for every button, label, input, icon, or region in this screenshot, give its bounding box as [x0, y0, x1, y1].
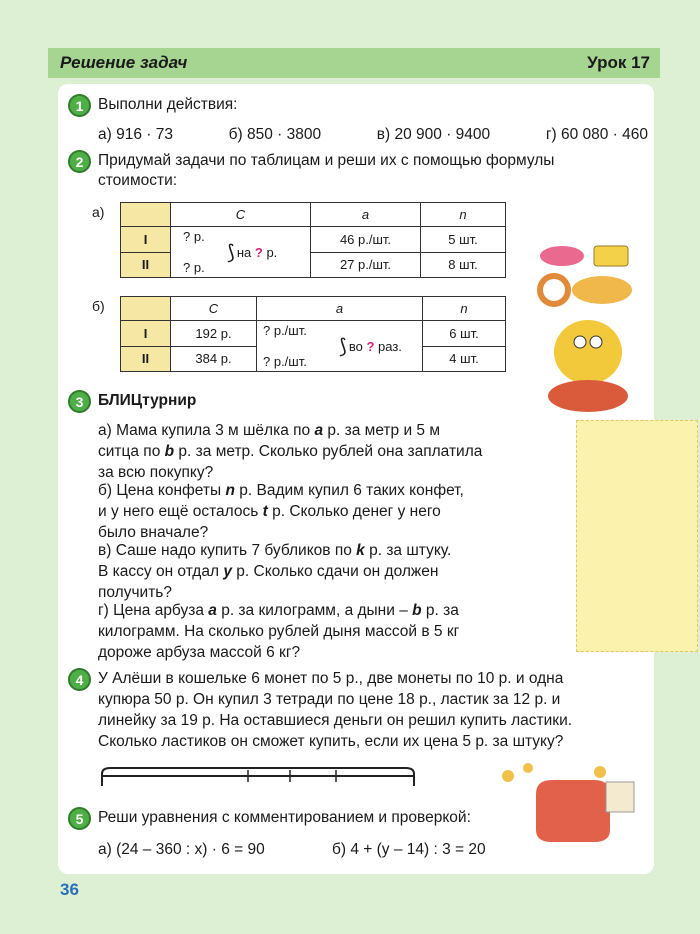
food-and-bird-illustration	[532, 234, 644, 414]
cost-value: ? р.	[183, 229, 205, 244]
task4-text: У Алёши в кошельке 6 монет по 5 р., две монеты по 10 р. и одна купюра 50 р. Он купил 3 тетради по цене 18 р., ластик за 12 р. и линейку за 19 р. На оставшиеся деньги он решил купить ластики. Сколько ластиков он сможет купить, если их цена 5 р. за штуку?	[98, 670, 573, 750]
row-label: I	[121, 321, 171, 347]
equation-b: б) 4 + (y – 14) : 3 = 20	[332, 841, 486, 858]
box-icon	[594, 246, 628, 266]
cost-cell	[171, 227, 311, 278]
price-cell	[257, 321, 423, 372]
task1-item: б) 850 · 3800	[228, 126, 322, 143]
page-card	[58, 84, 654, 874]
quantity-value: 5 шт.	[421, 227, 506, 253]
lesson-header	[48, 48, 660, 78]
task3-item-a: а) Мама купила 3 м шёлка по a р. за метр и 5 м ситца по b р. за метр. Сколько рублей она заплатила за всю покупку?	[98, 422, 483, 481]
price-value: 27 р./шт.	[311, 252, 421, 278]
purse-illustration	[494, 760, 644, 846]
purse-icon	[536, 780, 610, 842]
task-number-1: 1	[68, 94, 91, 117]
candy-icon	[540, 246, 584, 266]
wallet-icon	[548, 380, 628, 412]
task2-prompt-line1: Придумай задачи по таблицам и реши их с помощью формулы	[98, 152, 555, 169]
compare-text: на ? р.	[236, 244, 278, 260]
equation-a: а) (24 – 360 : x) · 6 = 90	[98, 841, 265, 858]
task-number-4: 4	[68, 668, 91, 691]
answer-area	[576, 420, 698, 652]
quantity-value: 6 шт.	[423, 321, 506, 347]
price-value: ? р./шт.	[263, 354, 307, 369]
table-header-a: a	[257, 297, 423, 321]
price-value: 46 р./шт.	[311, 227, 421, 253]
table-header-n: n	[423, 297, 506, 321]
task2-prompt-line2: стоимости:	[98, 172, 178, 189]
table-header-corner	[121, 203, 171, 227]
table-header-c: C	[171, 203, 311, 227]
melon-icon	[572, 276, 632, 304]
task1-item: г) 60 080 · 460	[545, 126, 648, 143]
table-b	[120, 296, 506, 372]
table-header-c: C	[171, 297, 257, 321]
number-line-diagram	[98, 760, 418, 790]
table-a-label: а)	[92, 204, 105, 220]
row-label: II	[121, 346, 171, 372]
chick-icon	[554, 320, 622, 384]
table-a	[120, 202, 506, 278]
cost-value: 384 р.	[171, 346, 257, 372]
coin-icon	[594, 766, 606, 778]
page-number: 36	[60, 880, 79, 899]
compare-arrow-icon: ⟆	[339, 335, 347, 358]
coin-icon	[502, 770, 514, 782]
task1-item: а) 916 · 73	[98, 126, 173, 143]
cost-value: 192 р.	[171, 321, 257, 347]
bagel-icon	[540, 276, 568, 304]
row-label: I	[121, 227, 171, 253]
task1-prompt: Выполни действия:	[98, 96, 238, 113]
task-number-5: 5	[68, 807, 91, 830]
table-header-a: a	[311, 203, 421, 227]
task3-item-b: б) Цена конфеты n р. Вадим купил 6 таких конфет, и у него ещё осталось t р. Сколько денег у него было вначале?	[98, 482, 464, 541]
task1-items	[98, 124, 648, 145]
table-header-n: n	[421, 203, 506, 227]
task5-prompt: Реши уравнения с комментированием и проверкой:	[98, 809, 471, 826]
row-label: II	[121, 252, 171, 278]
compare-arrow-icon: ⟆	[227, 241, 235, 264]
task3-item-c: в) Саше надо купить 7 бубликов по k р. за штуку. В кассу он отдал y р. Сколько сдачи он должен получить?	[98, 542, 452, 601]
task-number-2: 2	[68, 150, 91, 173]
section-title: Решение задач	[60, 53, 188, 72]
table-header-corner	[121, 297, 171, 321]
task-number-3: 3	[68, 390, 91, 413]
task3-title: БЛИЦтурнир	[98, 392, 197, 409]
task3-item-d: г) Цена арбуза a р. за килограмм, а дыни – b р. за килограмм. На сколько рублей дыня массой в 5 кг дороже арбуза массой 6 кг?	[98, 602, 460, 661]
compare-text: во ? раз.	[348, 338, 402, 354]
lesson-number: Урок 17	[587, 53, 650, 72]
task1-item: в) 20 900 · 9400	[376, 126, 491, 143]
quantity-value: 8 шт.	[421, 252, 506, 278]
price-value: ? р./шт.	[263, 323, 307, 338]
cost-value: ? р.	[183, 260, 205, 275]
table-b-label: б)	[92, 298, 105, 314]
quantity-value: 4 шт.	[423, 346, 506, 372]
coin-icon	[523, 763, 533, 773]
